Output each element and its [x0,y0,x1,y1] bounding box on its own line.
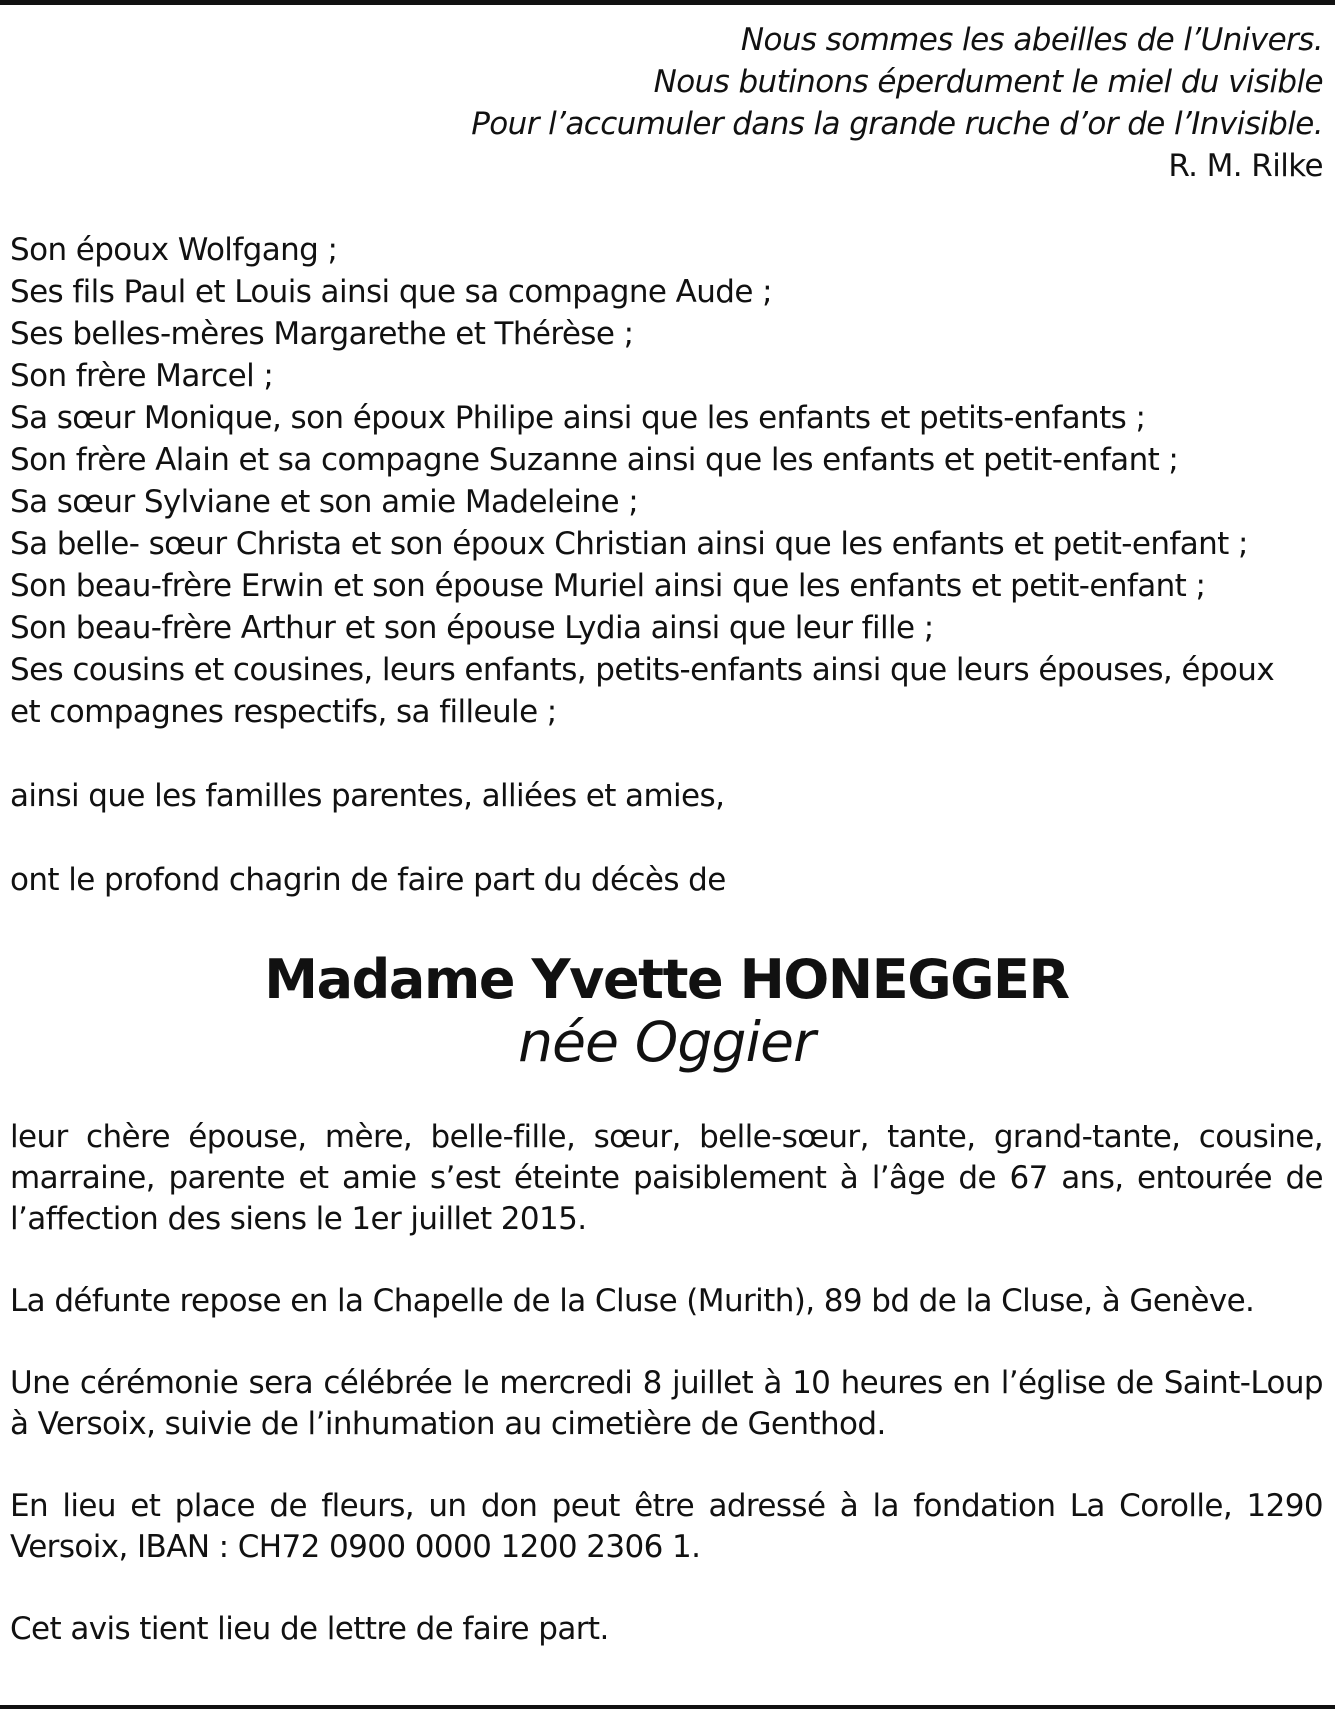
ceremony-paragraph: Une cérémonie sera célébrée le mercredi 8 juillet à 10 heures en l’église de Saint-Loup à Versoix, suivie de l’inhumation au cimetière de Genthod. [10,1365,1323,1442]
top-border-rule [0,0,1335,5]
tribute-paragraph: leur chère épouse, mère, belle-fille, sœur, belle-sœur, tante, grand-tante, cousine, marraine, parente et amie s’est éteinte paisiblement à l’âge de 67 ans, entourée de l’affection des siens le 1er juillet 2015. [10,1119,1323,1237]
resting-place-paragraph: La défunte repose en la Chapelle de la Cluse (Murith), 89 bd de la Cluse, à Genève. [10,1283,1255,1319]
family-member-line: Sa sœur Monique, son époux Philipe ainsi que les enfants et petits-enfants ; [10,400,1146,436]
families-line: ainsi que les familles parentes, alliées et amies, [10,778,725,814]
epigraph-line: Nous butinons éperdument le miel du visible [653,64,1323,100]
family-member-line: Son frère Alain et sa compagne Suzanne ainsi que les enfants et petit-enfant ; [10,442,1179,478]
epigraph-author: R. M. Rilke [1168,148,1323,184]
deceased-name: Madame Yvette HONEGGER [264,948,1069,1011]
family-member-line: Son frère Marcel ; [10,358,274,394]
epigraph [10,19,1323,187]
epigraph-line: Nous sommes les abeilles de l’Univers. [740,22,1323,58]
bottom-border-rule [0,1705,1335,1709]
family-member-line: Ses fils Paul et Louis ainsi que sa compagne Aude ; [10,274,772,310]
family-member-line: Son beau-frère Erwin et son épouse Muriel ainsi que les enfants et petit-enfant ; [10,568,1206,604]
deceased-maiden-name: née Oggier [518,1010,815,1074]
family-member-line: Son beau-frère Arthur et son épouse Lydia ainsi que leur fille ; [10,610,934,646]
family-member-line: Sa sœur Sylviane et son amie Madeleine ; [10,484,639,520]
deceased-name-block [10,949,1323,1073]
family-member-line: Ses cousins et cousines, leurs enfants, petits-enfants ainsi que leurs épouses, époux [10,652,1275,688]
closing-paragraph: Cet avis tient lieu de lettre de faire part. [10,1611,609,1647]
announcement-line: ont le profond chagrin de faire part du décès de [10,862,726,898]
notice-content [10,19,1323,1650]
family-member-line: Sa belle- sœur Christa et son époux Christian ainsi que les enfants et petit-enfant ; [10,526,1248,562]
donation-paragraph: En lieu et place de fleurs, un don peut être adressé à la fondation La Corolle, 1290 Versoix, IBAN : CH72 0900 0000 1200 2306 1. [10,1488,1323,1565]
family-list [10,229,1323,733]
family-member-line: Son époux Wolfgang ; [10,232,338,268]
family-member-line: Ses belles-mères Margarethe et Thérèse ; [10,316,634,352]
epigraph-line: Pour l’accumuler dans la grande ruche d’or de l’Invisible. [471,106,1323,142]
family-member-line: et compagnes respectifs, sa filleule ; [10,694,557,730]
